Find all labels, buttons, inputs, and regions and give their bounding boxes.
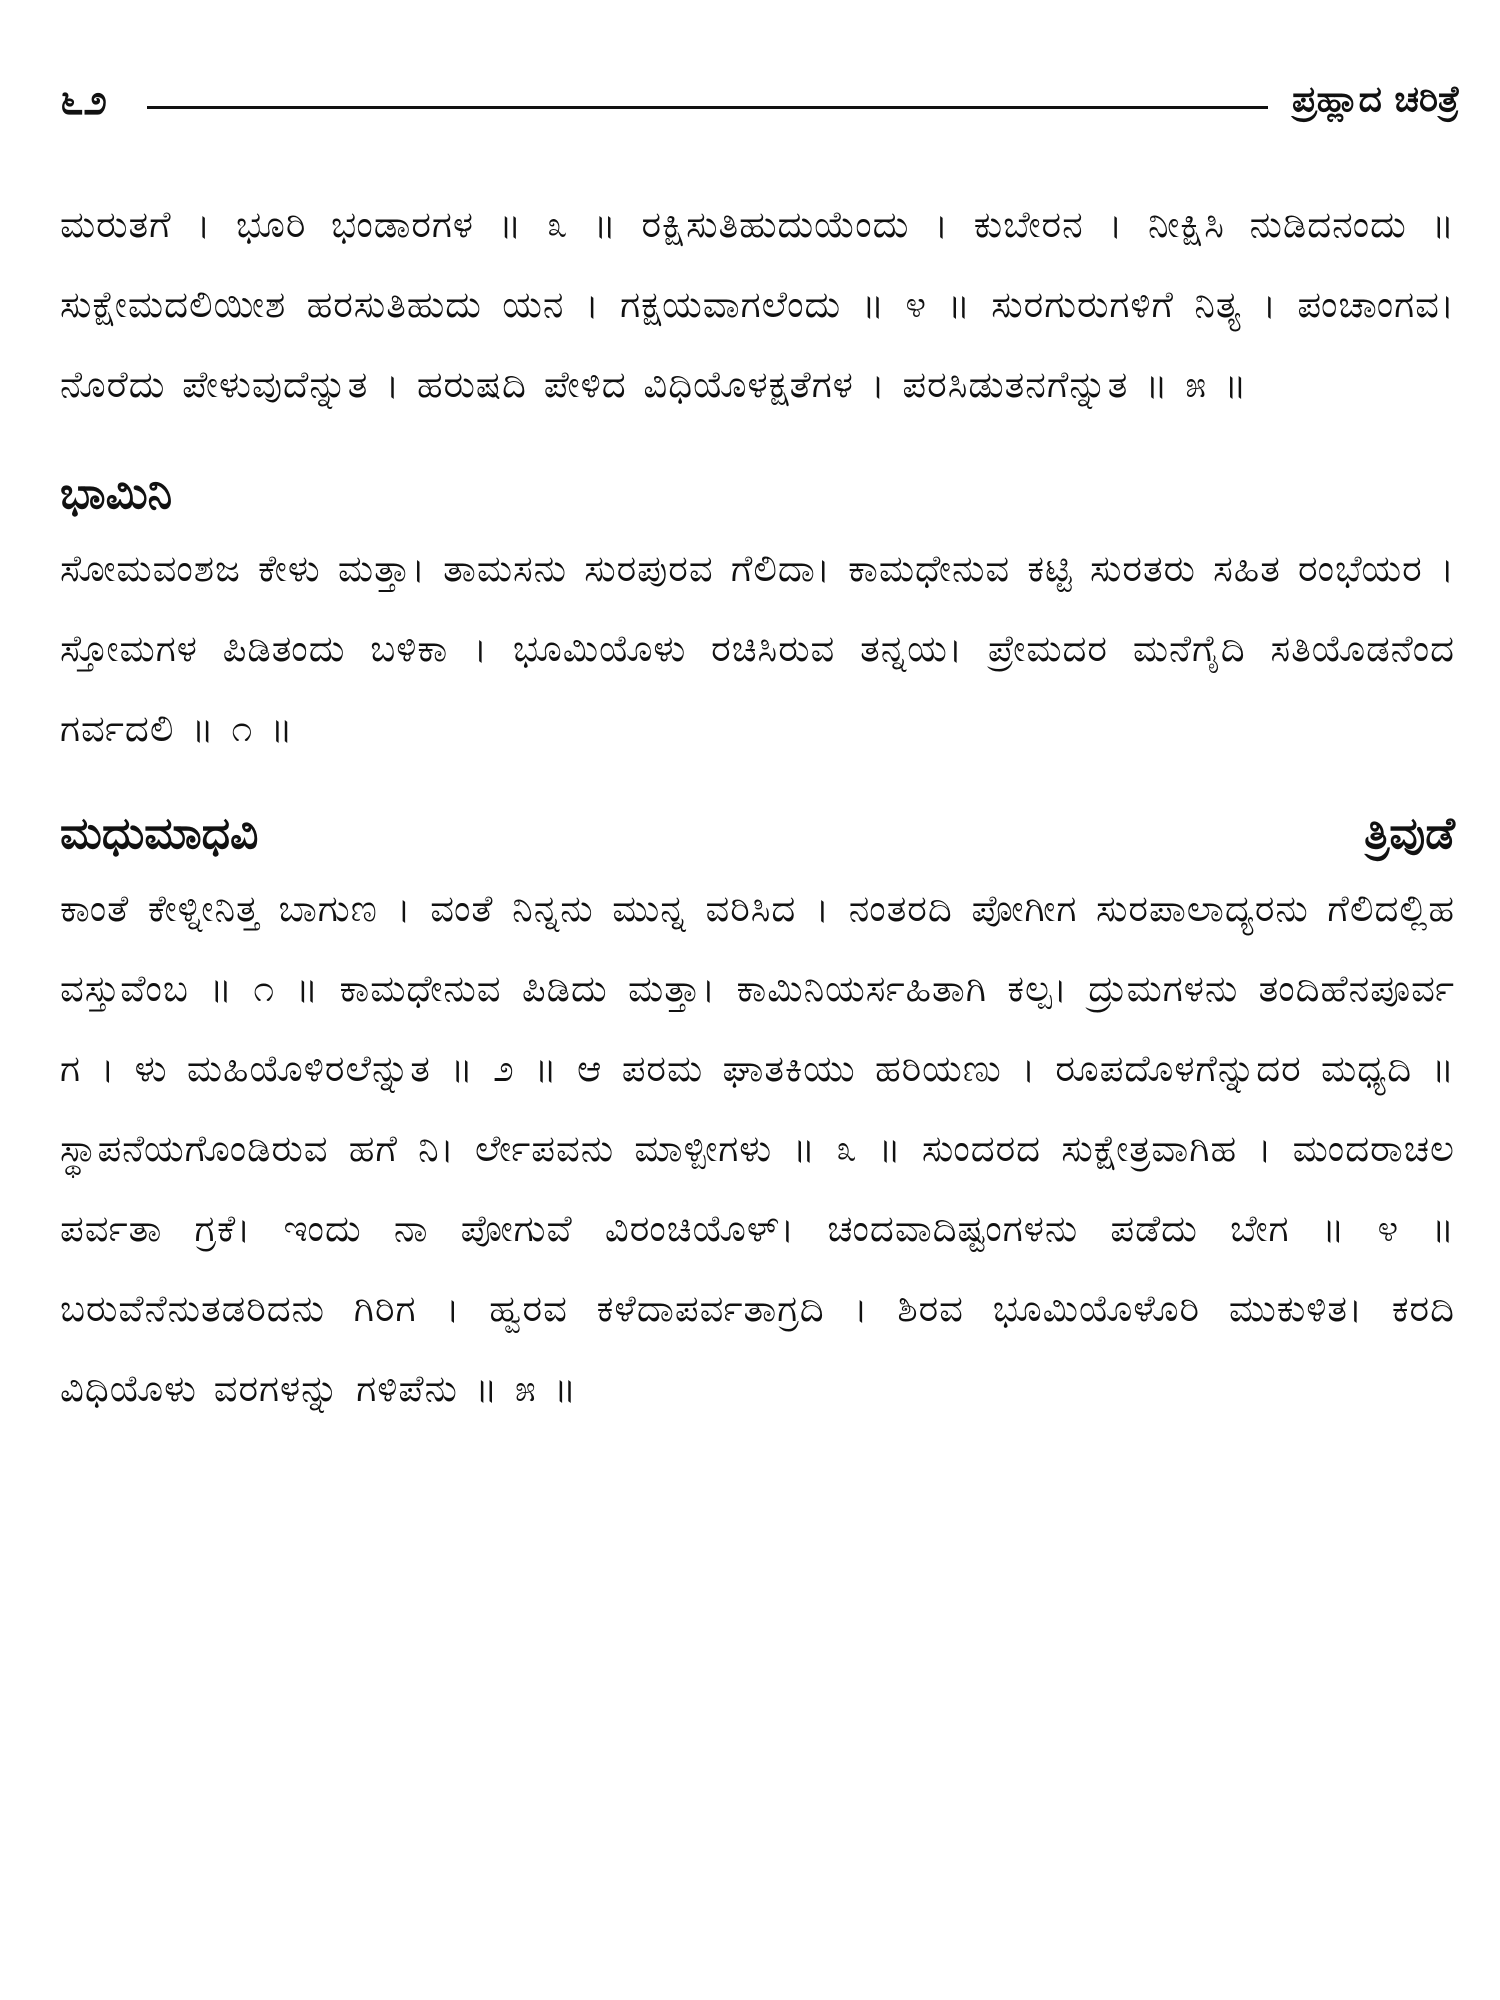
section-heading-bhamini [60,459,1455,529]
header-rule [147,106,1268,109]
raga-name: ಮಧುಮಾಧವಿ [60,808,259,859]
page-content [60,185,1455,1429]
page-number: ೬೨ [60,75,108,124]
spacer [60,769,1455,799]
raga-name: ಭಾಮಿನಿ [60,468,173,519]
bhamini-verse: ಸೋಮವಂಶಜ ಕೇಳು ಮತ್ತಾ। ತಾಮಸನು ಸುರಪುರವ ಗೆಲಿದಾ। ಕಾಮಧೇನುವ ಕಟ್ಟಿ ಸುರತರು ಸಹಿತ ರಂಭೆಯರ । ಸ್ತೋಮಗಳ ಪಿಡಿತಂದು ಬಳಿಕಾ । ಭೂಮಿಯೊಳು ರಚಿಸಿರುವ ತನ್ನಯ। ಪ್ರೇಮದರ ಮನೆಗೈದಿ ಸತಿಯೊಡನೆಂದ ಗರ್ವದಲಿ ॥ ೧ ॥ [60,547,1455,750]
intro-verse: ಮರುತಗೆ । ಭೂರಿ ಭಂಡಾರಗಳ ॥ ೩ ॥ ರಕ್ಷಿಸುತಿಹುದುಯೆಂದು । ಕುಬೇರನ । ನೀಕ್ಷಿಸಿ ನುಡಿದನಂದು ॥ ಸುಕ್ಷೇಮದಲಿಯೀಶ ಹರಸುತಿಹುದು ಯನ । ಗಕ್ಷಯವಾಗಲೆಂದು ॥ ೪ ॥ ಸುರಗುರುಗಳಿಗೆ ನಿತ್ಯ । ಪಂಚಾಂಗವ। ನೊರೆದು ಪೇಳುವುದೆನ್ನುತ । ಹರುಷದಿ ಪೇಳಿದ ವಿಧಿಯೊಳಕ್ಷತೆಗಳ । ಪರಸಿಡುತನಗೆನ್ನುತ ॥ ೫ ॥ [60,203,1455,406]
spacer [60,425,1455,459]
tala-name: ತ್ರಿವುಡೆ [1364,808,1455,859]
madhumadhavi-verse: ಕಾಂತೆ ಕೇಳ್ನೀನಿತ್ತ ಬಾಗುಣ । ವಂತೆ ನಿನ್ನನು ಮುನ್ನ ವರಿಸಿದ । ನಂತರದಿ ಪೋಗೀಗ ಸುರಪಾಲಾದ್ಯರನು ಗೆಲಿದಲ್ಲಿಹ ವಸ್ತುವೆಂಬ ॥ ೧ ॥ ಕಾಮಧೇನುವ ಪಿಡಿದು ಮತ್ತಾ। ಕಾಮಿನಿಯರ್ಸಹಿತಾಗಿ ಕಲ್ಪ। ದ್ರುಮಗಳನು ತಂದಿಹೆನಪೂರ್ವ ಗ । ಳು ಮಹಿಯೊಳಿರಲೆನ್ನುತ ॥ ೨ ॥ ಆ ಪರಮ ಘಾತಕಿಯು ಹರಿಯಣು । ರೂಪದೊಳಗೆನ್ನುದರ ಮಧ್ಯದಿ ॥ ಸ್ಥಾಪನೆಯಗೊಂಡಿರುವ ಹಗೆ ನಿ। ರ್ಲೇಪವನು ಮಾಳ್ಪೀಗಳು ॥ ೩ ॥ ಸುಂದರದ ಸುಕ್ಷೇತ್ರವಾಗಿಹ । ಮಂದರಾಚಲ ಪರ್ವತಾ ಗ್ರಕೆ। ಇಂದು ನಾ ಪೋಗುವೆ ವಿರಂಚಿಯೊಳ್। ಚಂದವಾದಿಷ್ಟಂಗಳನು ಪಡೆದು ಬೇಗ ॥ ೪ ॥ ಬರುವೆನೆನುತಡರಿದನು ಗಿರಿಗ । ಹ್ವರವ ಕಳೆದಾಪರ್ವತಾಗ್ರದಿ । ಶಿರವ ಭೂಮಿಯೊಳೊರಿ ಮುಕುಳಿತ। ಕರದಿ ವಿಧಿಯೊಳು ವರಗಳನ್ನು ಗಳಿಪೆನು ॥ ೫ ॥ [60,887,1455,1410]
book-title: ಪ್ರಹ್ಲಾದ ಚರಿತ್ರೆ [1291,79,1460,120]
running-head [60,70,1460,130]
section-heading-madhumadhavi [60,799,1455,869]
